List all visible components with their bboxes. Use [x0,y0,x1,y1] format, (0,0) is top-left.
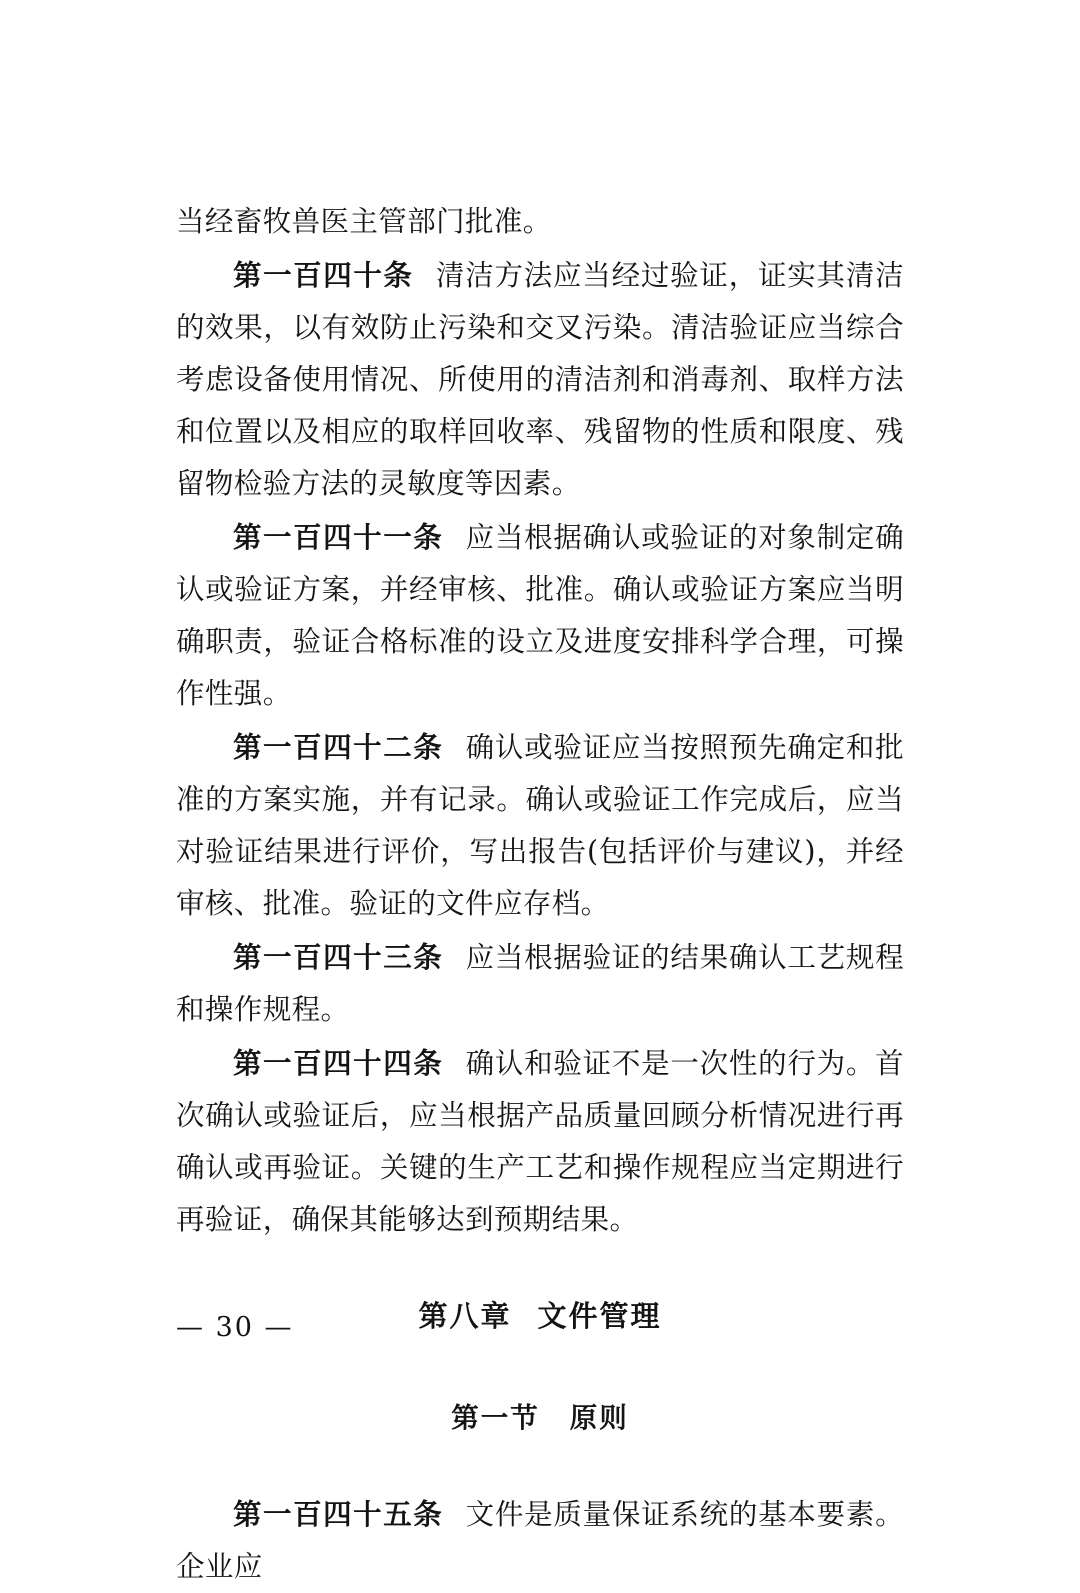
article-text: 应当根据验证的结果确认工艺规程和操作规程。 [176,941,904,1026]
article-label: 第一百四十五条 [233,1497,444,1531]
chapter-number: 第八章 [418,1299,512,1333]
paragraph-continued [176,196,904,248]
article-144 [176,1037,904,1246]
article-141 [176,511,904,720]
article-label: 第一百四十三条 [233,940,444,974]
article-text: 应当根据确认或验证的对象制定确认或验证方案，并经审核、批准。确认或验证方案应当明确职责，验证合格标准的设立及进度安排科学合理，可操作性强。 [176,521,904,710]
section-name: 原则 [569,1402,629,1434]
article-text: 文件是质量保证系统的基本要素。企业应 [176,1498,904,1583]
article-145 [176,1488,904,1593]
article-label: 第一百四十条 [233,258,414,292]
article-text: 确认和验证不是一次性的行为。首次确认或验证后，应当根据产品质量回顾分析情况进行再确认或再验证。关键的生产工艺和操作规程应当定期进行再验证，确保其能够达到预期结果。 [176,1047,904,1236]
article-label: 第一百四十二条 [233,730,444,764]
article-140 [176,249,904,510]
page-number: — 30 — [176,1312,294,1343]
article-label: 第一百四十一条 [233,520,444,554]
article-text: 清洁方法应当经过验证，证实其清洁的效果，以有效防止污染和交叉污染。清洁验证应当综合考虑设备使用情况、所使用的清洁剂和消毒剂、取样方法和位置以及相应的取样回收率、残留物的性质和限度、残留物检验方法的灵敏度等因素。 [176,259,905,500]
section-heading [176,1392,904,1444]
article-143 [176,931,904,1036]
section-number: 第一节 [451,1402,540,1434]
document-body [176,196,904,1593]
paragraph-text: 当经畜牧兽医主管部门批准。 [176,205,552,238]
article-142 [176,721,904,930]
article-label: 第一百四十四条 [233,1046,444,1080]
chapter-name: 文件管理 [537,1299,662,1333]
article-text: 确认或验证应当按照预先确定和批准的方案实施，并有记录。确认或验证工作完成后，应当对验证结果进行评价，写出报告(包括评价与建议)，并经审核、批准。验证的文件应存档。 [176,731,904,920]
